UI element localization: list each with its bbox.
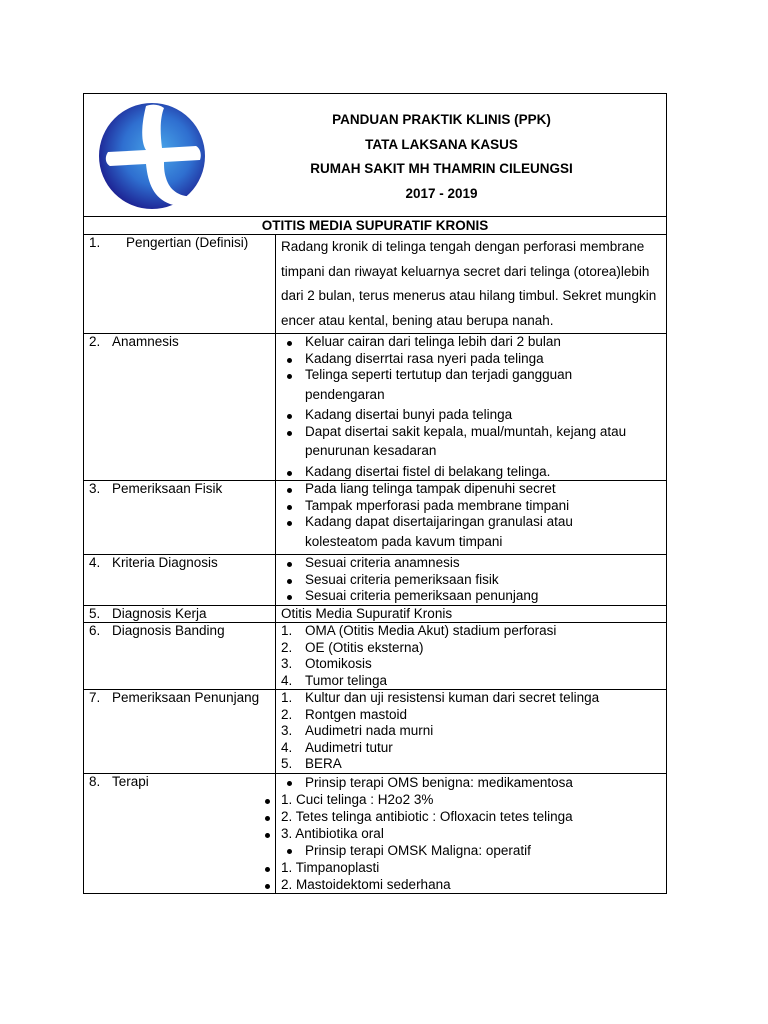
item-number: 4. xyxy=(281,739,293,755)
header-line-3: RUMAH SAKIT MH THAMRIN CILEUNGSI xyxy=(310,161,573,176)
row-terapi xyxy=(84,773,667,893)
anamnesis-list xyxy=(281,334,666,480)
row-definisi xyxy=(84,235,667,334)
title-row xyxy=(84,217,667,235)
terapi-list xyxy=(281,774,666,893)
row-number: 1. xyxy=(89,235,101,250)
row-number: 3. xyxy=(89,481,101,496)
row-number: 8. xyxy=(89,773,101,789)
row-label: Pemeriksaan Penunjang xyxy=(112,690,260,705)
item-number: 3. xyxy=(281,723,293,738)
list-item: 3. Antibiotika oral xyxy=(281,825,384,841)
list-item: 2. Mastoidektomi sederhana xyxy=(281,876,451,892)
list-item: Kadang diserrtai rasa nyeri pada telinga xyxy=(281,351,666,368)
bullet-dot xyxy=(265,884,270,889)
header-line-1: PANDUAN PRAKTIK KLINIS (PPK) xyxy=(332,112,551,127)
list-item: Tampak mperforasi pada membrane timpani xyxy=(281,498,666,515)
item-number: 1. xyxy=(281,623,293,638)
list-item xyxy=(281,707,666,724)
list-item xyxy=(281,740,666,757)
pemeriksaan-penunjang-list xyxy=(281,690,666,773)
list-item: 1. Timpanoplasti xyxy=(281,859,380,875)
hospital-logo xyxy=(96,100,208,212)
list-item-text: Dapat disertai sakit kepala, mual/muntah, kejang atau xyxy=(305,423,627,439)
row-kriteria-diagnosis xyxy=(84,555,667,606)
pemeriksaan-fisik-list xyxy=(281,481,666,554)
list-item xyxy=(281,424,666,464)
bullet-dot xyxy=(265,816,270,821)
diagnosis-banding-list xyxy=(281,623,666,689)
item-number: 5. xyxy=(281,756,293,771)
list-item: Kadang disertai fistel di belakang telinga. xyxy=(281,464,666,481)
bullet-dot xyxy=(265,867,270,872)
header-line-4: 2017 - 2019 xyxy=(405,185,478,201)
row-number: 5. xyxy=(89,605,101,621)
row-label: Terapi xyxy=(112,773,149,789)
list-item-continuation: penurunan kesadaran xyxy=(305,443,437,458)
item-number: 2. xyxy=(281,639,293,655)
row-number: 6. xyxy=(89,623,101,638)
item-number: 2. xyxy=(281,706,293,722)
section-title: OTITIS MEDIA SUPURATIF KRONIS xyxy=(84,217,667,235)
item-text: Kultur dan uji resistensi kuman dari secret telinga xyxy=(305,690,600,705)
list-item: Keluar cairan dari telinga lebih dari 2 bulan xyxy=(281,334,666,351)
row-number: 7. xyxy=(89,690,101,705)
list-item xyxy=(281,640,666,657)
list-item: Sesuai criteria pemeriksaan fisik xyxy=(281,572,666,589)
header-text xyxy=(299,108,584,206)
bullet-dot xyxy=(265,799,270,804)
list-item: Pada liang telinga tampak dipenuhi secret xyxy=(281,481,666,498)
row-label: Diagnosis Kerja xyxy=(112,605,207,621)
row-pemeriksaan-fisik xyxy=(84,481,667,555)
item-text: Rontgen mastoid xyxy=(305,706,408,722)
list-item xyxy=(281,623,666,640)
definition-text: Radang kronik di telinga tengah dengan perforasi membrane timpani dan riwayat keluarnya secret dari telinga (otorea)lebih dari 2 bulan, terus menerus atau hilang timbul. Sekret mungkin encer atau kental, bening atau berupa nanah. xyxy=(281,239,657,328)
list-item-continuation: pendengaran xyxy=(305,386,385,402)
list-item: Prinsip terapi OMSK Maligna: operatif xyxy=(281,842,666,859)
row-label: Pemeriksaan Fisik xyxy=(112,481,223,496)
item-number: 1. xyxy=(281,690,293,705)
list-item xyxy=(281,656,666,673)
row-label: Diagnosis Banding xyxy=(112,623,225,638)
list-item-text: Kadang dapat disertaijaringan granulasi atau xyxy=(305,514,573,529)
item-number: 4. xyxy=(281,672,293,688)
item-number: 3. xyxy=(281,656,293,671)
row-number: 2. xyxy=(89,334,101,349)
list-item xyxy=(281,514,666,554)
bullet-dot xyxy=(265,833,270,838)
row-anamnesis xyxy=(84,334,667,481)
list-item: 1. Cuci telinga : H2o2 3% xyxy=(281,791,434,807)
row-pemeriksaan-penunjang xyxy=(84,690,667,774)
item-text: BERA xyxy=(305,756,342,771)
list-item: 2. Tetes telinga antibiotic : Ofloxacin tetes telinga xyxy=(281,808,573,824)
list-item-text: Telinga seperti tertutup dan terjadi gangguan xyxy=(305,367,573,382)
list-item xyxy=(281,756,666,773)
header-line-2: TATA LAKSANA KASUS xyxy=(365,136,518,152)
list-item xyxy=(281,673,666,690)
row-label-cell xyxy=(84,235,276,334)
item-text: Audimetri nada murni xyxy=(305,723,434,738)
list-item xyxy=(281,367,666,407)
row-content-cell xyxy=(276,235,667,334)
header-row xyxy=(84,94,667,217)
list-item: Prinsip terapi OMS benigna: medikamentosa xyxy=(281,774,666,791)
item-text: Tumor telinga xyxy=(305,672,388,688)
list-item xyxy=(281,723,666,740)
row-label: Pengertian (Definisi) xyxy=(126,235,249,250)
row-label: Kriteria Diagnosis xyxy=(112,555,218,570)
list-item-continuation: kolesteatom pada kavum timpani xyxy=(305,533,503,549)
item-text: OE (Otitis eksterna) xyxy=(305,639,424,655)
list-item: Sesuai criteria anamnesis xyxy=(281,555,666,572)
row-number: 4. xyxy=(89,555,101,570)
row-diagnosis-banding xyxy=(84,623,667,690)
kriteria-list xyxy=(281,555,666,605)
item-text: OMA (Otitis Media Akut) stadium perforasi xyxy=(305,623,557,638)
list-item: Sesuai criteria pemeriksaan penunjang xyxy=(281,588,666,605)
item-text: Otomikosis xyxy=(305,656,372,671)
item-text: Audimetri tutur xyxy=(305,739,393,755)
ppk-table xyxy=(83,93,667,894)
diagnosis-kerja-text: Otitis Media Supuratif Kronis xyxy=(281,605,453,621)
row-diagnosis-kerja xyxy=(84,605,667,623)
header-cell xyxy=(84,94,667,217)
list-item xyxy=(281,690,666,707)
list-item: Kadang disertai bunyi pada telinga xyxy=(281,407,666,424)
row-label: Anamnesis xyxy=(112,334,179,349)
